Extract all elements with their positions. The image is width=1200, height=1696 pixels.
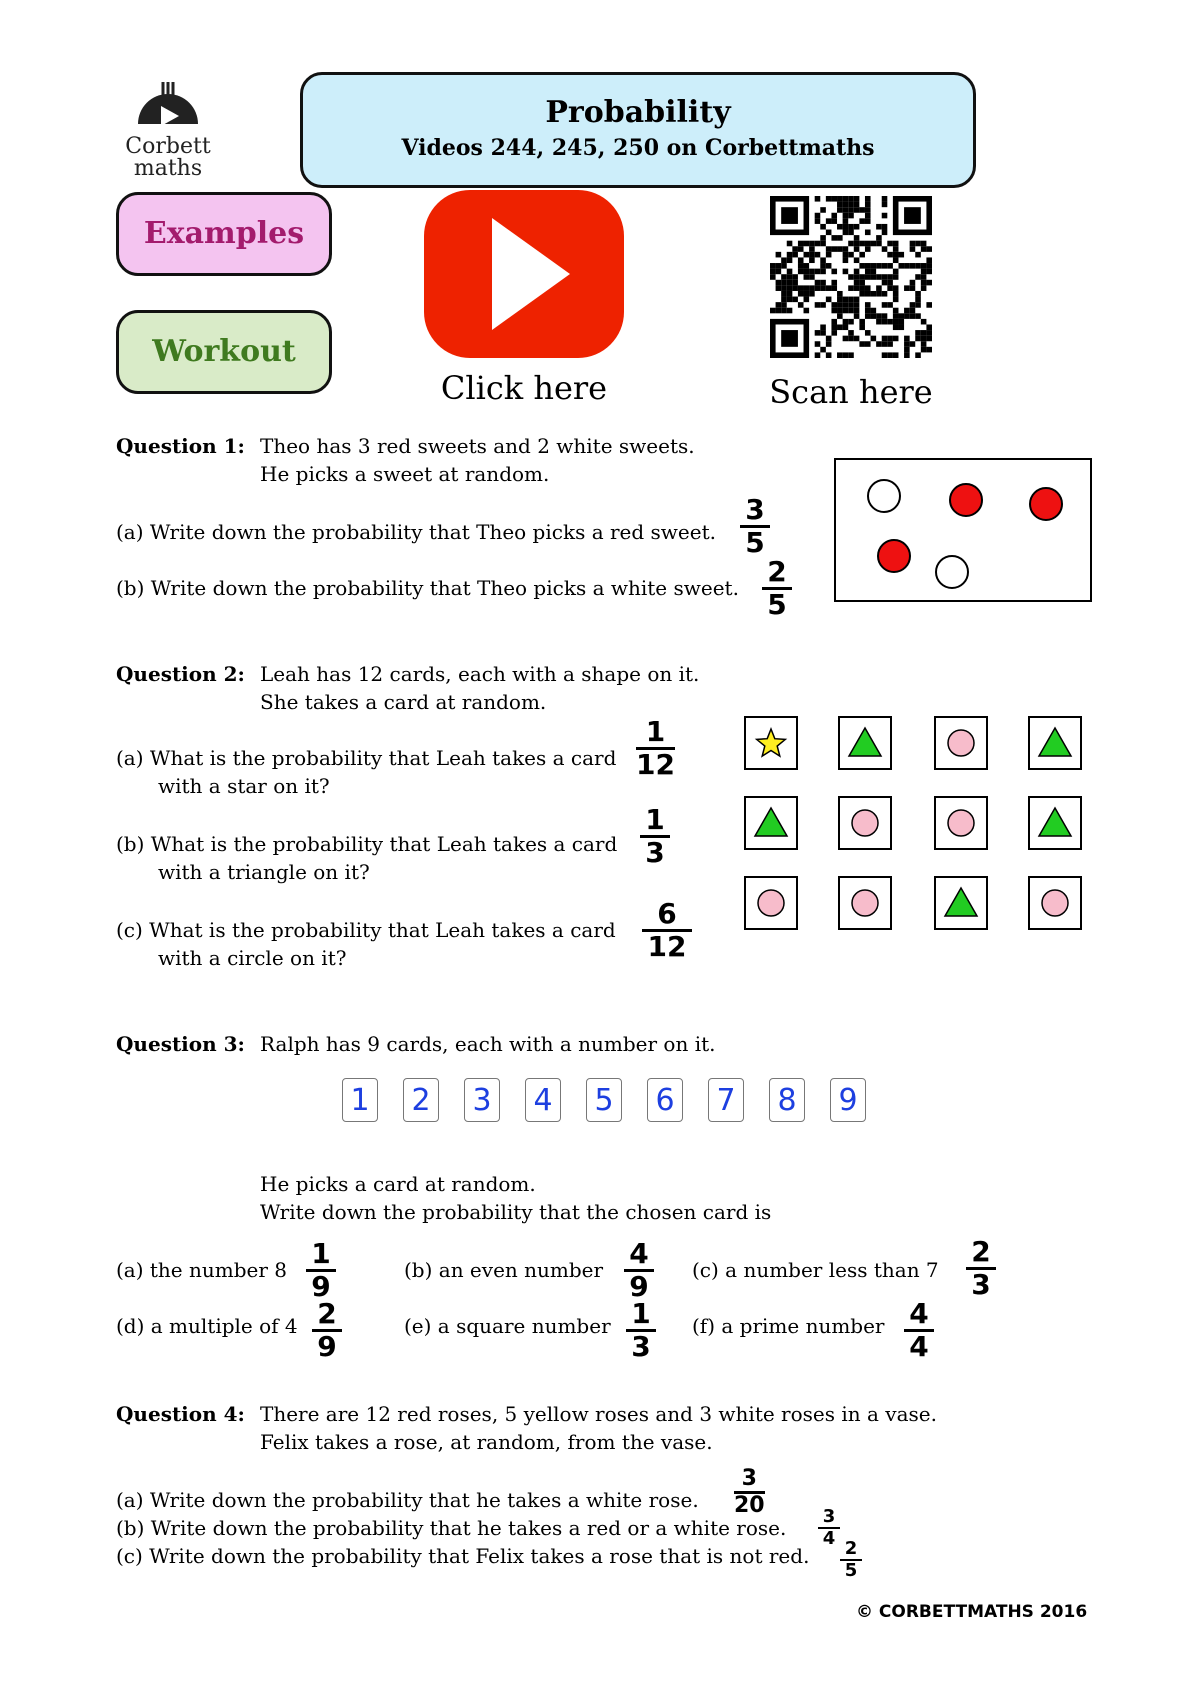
answer-1b-numerator: 2 — [767, 555, 787, 588]
circle-icon — [852, 890, 878, 916]
answer-1a-numerator: 3 — [745, 493, 765, 526]
answer-2b-denominator: 3 — [645, 836, 665, 869]
answer-1b-denominator: 5 — [767, 588, 787, 621]
circle-icon — [758, 890, 784, 916]
answer-1a-denominator: 5 — [745, 526, 765, 559]
circle-card — [934, 716, 988, 770]
workout-button[interactable]: Workout — [116, 310, 332, 394]
answer-4a — [734, 1468, 765, 1517]
circle-card — [838, 876, 892, 930]
answer-4b-denominator: 4 — [822, 1528, 836, 1549]
number-card: 9 — [830, 1078, 866, 1122]
answer-2a-denominator: 12 — [636, 748, 675, 781]
answer-4b — [818, 1508, 840, 1548]
answer-3d-numerator: 2 — [317, 1297, 337, 1330]
circle-icon — [852, 810, 878, 836]
triangle-icon — [849, 728, 881, 756]
triangle-card — [838, 716, 892, 770]
triangle-card — [744, 796, 798, 850]
number-card: 1 — [342, 1078, 378, 1122]
circle-card — [1028, 876, 1082, 930]
question-3-text-line1: Ralph has 9 cards, each with a number on it. — [260, 1032, 716, 1056]
answer-3e-numerator: 1 — [631, 1297, 651, 1330]
question-2-label: Question 2: — [116, 662, 245, 686]
triangle-icon — [1039, 808, 1071, 836]
play-icon — [424, 190, 624, 358]
question-3-text-line2: He picks a card at random. — [260, 1172, 536, 1196]
answer-2c — [642, 897, 692, 963]
number-card: 7 — [708, 1078, 744, 1122]
answer-3a-numerator: 1 — [311, 1237, 331, 1270]
answer-2a-numerator: 1 — [645, 715, 666, 748]
question-3f-text: (f) a prime number — [692, 1314, 885, 1338]
question-3-text-line3: Write down the probability that the chosen card is — [260, 1200, 772, 1224]
answer-1a — [740, 493, 770, 559]
answer-3a-denominator: 9 — [311, 1270, 331, 1303]
number-card: 3 — [464, 1078, 500, 1122]
title-banner — [300, 72, 976, 188]
circle-card — [934, 796, 988, 850]
video-play-button[interactable] — [424, 190, 624, 358]
number-cards-row — [342, 1078, 872, 1128]
answer-4c-numerator: 2 — [844, 1538, 858, 1559]
answer-3e-denominator: 3 — [631, 1330, 651, 1363]
corbettmaths-logo — [118, 80, 218, 190]
triangle-card — [934, 876, 988, 930]
number-card: 5 — [586, 1078, 622, 1122]
question-1a-text: (a) Write down the probability that Theo picks a red sweet. — [116, 520, 716, 544]
answer-2c-denominator: 12 — [647, 930, 687, 963]
scan-here-label: Scan here — [769, 373, 933, 411]
white-sweet — [936, 556, 968, 588]
copyright: © CORBETTMATHS 2016 — [856, 1602, 1088, 1622]
number-card: 6 — [647, 1078, 683, 1122]
question-4-label: Question 4: — [116, 1402, 245, 1426]
star-card — [744, 716, 798, 770]
examples-button[interactable]: Examples — [116, 192, 332, 276]
answer-3b — [624, 1237, 654, 1303]
answer-3c — [966, 1235, 996, 1301]
answer-4a-denominator: 20 — [734, 1493, 765, 1518]
sweets-diagram — [836, 460, 1090, 600]
question-4-text-line1: There are 12 red roses, 5 yellow roses and 3 white roses in a vase. — [260, 1402, 937, 1426]
question-3d-text: (d) a multiple of 4 — [116, 1314, 298, 1338]
red-sweet — [878, 540, 910, 572]
answer-2b-numerator: 1 — [645, 803, 665, 836]
answer-2a — [636, 715, 675, 781]
logo-text-bottom: maths — [133, 156, 203, 181]
question-3b-text: (b) an even number — [404, 1258, 604, 1282]
answer-4c-denominator: 5 — [844, 1560, 858, 1581]
question-3c-text: (c) a number less than 7 — [692, 1258, 939, 1282]
triangle-card — [1028, 796, 1082, 850]
circle-icon — [948, 810, 974, 836]
question-4c-text: (c) Write down the probability that Felix takes a rose that is not red. — [116, 1544, 810, 1568]
question-2c-text-line1: (c) What is the probability that Leah takes a card — [116, 918, 616, 942]
white-sweet — [868, 480, 900, 512]
answer-2b — [640, 803, 670, 869]
circle-card — [838, 796, 892, 850]
answer-3d-denominator: 9 — [317, 1330, 337, 1363]
question-4-text-line2: Felix takes a rose, at random, from the vase. — [260, 1430, 713, 1454]
answer-3f-denominator: 4 — [909, 1330, 929, 1363]
answer-1b — [762, 555, 792, 621]
question-4b-text: (b) Write down the probability that he takes a red or a white rose. — [116, 1516, 787, 1540]
answer-3a — [306, 1237, 336, 1303]
click-here-label[interactable]: Click here — [440, 369, 608, 407]
question-4a-text: (a) Write down the probability that he takes a white rose. — [116, 1488, 699, 1512]
triangle-icon — [1039, 728, 1071, 756]
triangle-icon — [755, 808, 787, 836]
question-1-label: Question 1: — [116, 434, 245, 458]
number-card: 2 — [403, 1078, 439, 1122]
question-2-text-line1: Leah has 12 cards, each with a shape on it. — [260, 662, 700, 686]
circle-icon — [1042, 890, 1068, 916]
number-card: 4 — [525, 1078, 561, 1122]
answer-3b-numerator: 4 — [629, 1237, 649, 1270]
answer-3c-numerator: 2 — [971, 1235, 991, 1268]
shape-cards-grid — [744, 716, 1094, 948]
question-3e-text: (e) a square number — [404, 1314, 611, 1338]
question-2b-text-line1: (b) What is the probability that Leah takes a card — [116, 832, 618, 856]
sweets-panel — [834, 458, 1092, 602]
question-1b-text: (b) Write down the probability that Theo picks a white sweet. — [116, 576, 739, 600]
question-2a-text-line2: with a star on it? — [158, 774, 330, 798]
question-2-text-line2: She takes a card at random. — [260, 690, 547, 714]
question-1-text-line1: Theo has 3 red sweets and 2 white sweets. — [260, 434, 695, 458]
red-sweet — [950, 484, 982, 516]
answer-3f — [904, 1297, 934, 1363]
answer-4a-numerator: 3 — [741, 1466, 757, 1491]
red-sweet — [1030, 488, 1062, 520]
answer-3f-numerator: 4 — [909, 1297, 929, 1330]
question-3-label: Question 3: — [116, 1032, 245, 1056]
qr-code[interactable] — [770, 196, 932, 358]
logo-text-top: Corbett — [125, 134, 211, 159]
answer-3e — [626, 1297, 656, 1363]
answer-4b-numerator: 3 — [822, 1506, 836, 1527]
answer-2c-numerator: 6 — [657, 897, 677, 930]
triangle-icon — [945, 888, 977, 916]
answer-3d — [312, 1297, 342, 1363]
page-title: Probability — [545, 95, 731, 130]
answer-3c-denominator: 3 — [971, 1268, 991, 1301]
triangle-card — [1028, 716, 1082, 770]
number-card: 8 — [769, 1078, 805, 1122]
answer-4c — [840, 1540, 862, 1580]
question-3a-text: (a) the number 8 — [116, 1258, 288, 1282]
circle-icon — [948, 730, 974, 756]
star-icon — [757, 729, 786, 756]
question-1-text-line2: He picks a sweet at random. — [260, 462, 550, 486]
circle-card — [744, 876, 798, 930]
answer-3b-denominator: 9 — [629, 1270, 649, 1303]
logo-icon — [133, 80, 203, 132]
qr-code-icon — [770, 196, 932, 358]
question-2a-text-line1: (a) What is the probability that Leah takes a card — [116, 746, 617, 770]
question-2b-text-line2: with a triangle on it? — [158, 860, 370, 884]
question-2c-text-line2: with a circle on it? — [158, 946, 347, 970]
page-subtitle: Videos 244, 245, 250 on Corbettmaths — [401, 135, 875, 161]
